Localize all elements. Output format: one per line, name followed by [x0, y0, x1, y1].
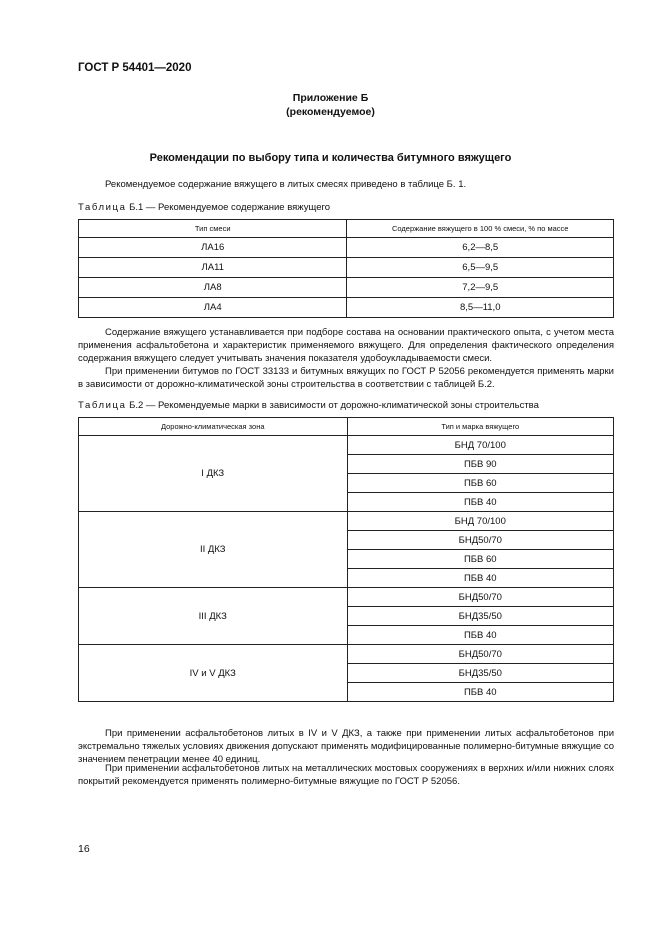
- table1-header-mix-type: Тип смеси: [79, 220, 347, 238]
- binder-mark-cell: ПБВ 60: [347, 474, 614, 493]
- binder-mark-cell: ПБВ 40: [347, 626, 614, 645]
- table2-caption-text: Б.2 — Рекомендуемые марки в зависимости от дорожно-климатической зоны строительства: [129, 400, 539, 411]
- table-row: [79, 512, 614, 531]
- table-row: [79, 298, 614, 318]
- table2-caption: [78, 400, 539, 411]
- binder-mark-cell: БНД35/50: [347, 664, 614, 683]
- table-row: [79, 645, 614, 664]
- binder-content-cell: 7,2—9,5: [347, 278, 614, 298]
- section-title: Рекомендации по выбору типа и количества битумного вяжущего: [149, 152, 512, 164]
- binder-mark-cell: ПБВ 40: [347, 683, 614, 702]
- binder-mark-cell: БНД50/70: [347, 588, 614, 607]
- binder-content-table: [78, 219, 614, 318]
- page-number: 16: [78, 843, 90, 855]
- binder-content-paragraph: Содержание вяжущего устанавливается при подборе состава на основании практического опыта, с учетом места применения асфальтобетона и характеристик применяемого вяжущего. Для определения фактического определения содержания вяжущего следует учитывать значения показателя удобоукладываемости смеси.: [78, 327, 614, 364]
- modified-binders-paragraph: При применении асфальтобетонов литых в IV и V ДКЗ, а также при применении литых асфальтобетонов при экстремально тяжелых условиях движения допускают применять модифицированные полимерно-битумные вяжущие со значением пенетрации менее 40 единиц.: [78, 728, 614, 765]
- table2-header-binder: Тип и марка вяжущего: [347, 418, 614, 436]
- binder-mark-cell: ПБВ 40: [347, 569, 614, 588]
- table1-caption-prefix: Таблица: [78, 202, 127, 213]
- climate-zone-cell: IV и V ДКЗ: [79, 645, 348, 702]
- climate-zone-binder-table: [78, 417, 614, 702]
- table2-caption-prefix: Таблица: [78, 400, 127, 411]
- appendix-title: Приложение Б: [292, 92, 369, 104]
- binder-content-cell: 6,5—9,5: [347, 258, 614, 278]
- appendix-heading: [0, 91, 661, 119]
- binder-mark-cell: БНД35/50: [347, 607, 614, 626]
- binder-mark-cell: ПБВ 60: [347, 550, 614, 569]
- mix-type-cell: ЛА16: [79, 238, 347, 258]
- binder-mark-cell: БНД 70/100: [347, 512, 614, 531]
- intro-paragraph: Рекомендуемое содержание вяжущего в литых смесях приведено в таблице Б. 1.: [105, 179, 467, 190]
- binder-content-cell: 6,2—8,5: [347, 238, 614, 258]
- binder-mark-cell: БНД50/70: [347, 531, 614, 550]
- climate-zone-cell: II ДКЗ: [79, 512, 348, 588]
- table-row: [79, 436, 614, 455]
- table-row: [79, 258, 614, 278]
- bridge-structures-paragraph: При применении асфальтобетонов литых на металлических мостовых сооружениях в верхних и/или нижних слоях покрытий рекомендуется применять полимерно-битумные вяжущие по ГОСТ Р 52056.: [78, 763, 614, 787]
- appendix-subtitle: (рекомендуемое): [286, 106, 375, 118]
- binder-mark-cell: ПБВ 40: [347, 493, 614, 512]
- table-row: [79, 588, 614, 607]
- table-row: [79, 238, 614, 258]
- table1-caption-text: Б.1 — Рекомендуемое содержание вяжущего: [129, 202, 331, 213]
- bitumen-brands-paragraph: При применении битумов по ГОСТ 33133 и битумных вяжущих по ГОСТ Р 52056 рекомендуется применять марки в зависимости от дорожно-климатической зоны строительства в соответствии с таблицей Б.2.: [78, 366, 614, 390]
- mix-type-cell: ЛА4: [79, 298, 347, 318]
- mix-type-cell: ЛА8: [79, 278, 347, 298]
- binder-content-cell: 8,5—11,0: [347, 298, 614, 318]
- binder-mark-cell: БНД 70/100: [347, 436, 614, 455]
- document-code: ГОСТ Р 54401—2020: [78, 62, 192, 74]
- table1-caption: [78, 202, 330, 213]
- table1-header-binder-content: Содержание вяжущего в 100 % смеси, % по массе: [347, 220, 614, 238]
- table2-header-zone: Дорожно-климатическая зона: [79, 418, 348, 436]
- mix-type-cell: ЛА11: [79, 258, 347, 278]
- binder-mark-cell: БНД50/70: [347, 645, 614, 664]
- table-row: [79, 278, 614, 298]
- climate-zone-cell: I ДКЗ: [79, 436, 348, 512]
- climate-zone-cell: III ДКЗ: [79, 588, 348, 645]
- binder-mark-cell: ПБВ 90: [347, 455, 614, 474]
